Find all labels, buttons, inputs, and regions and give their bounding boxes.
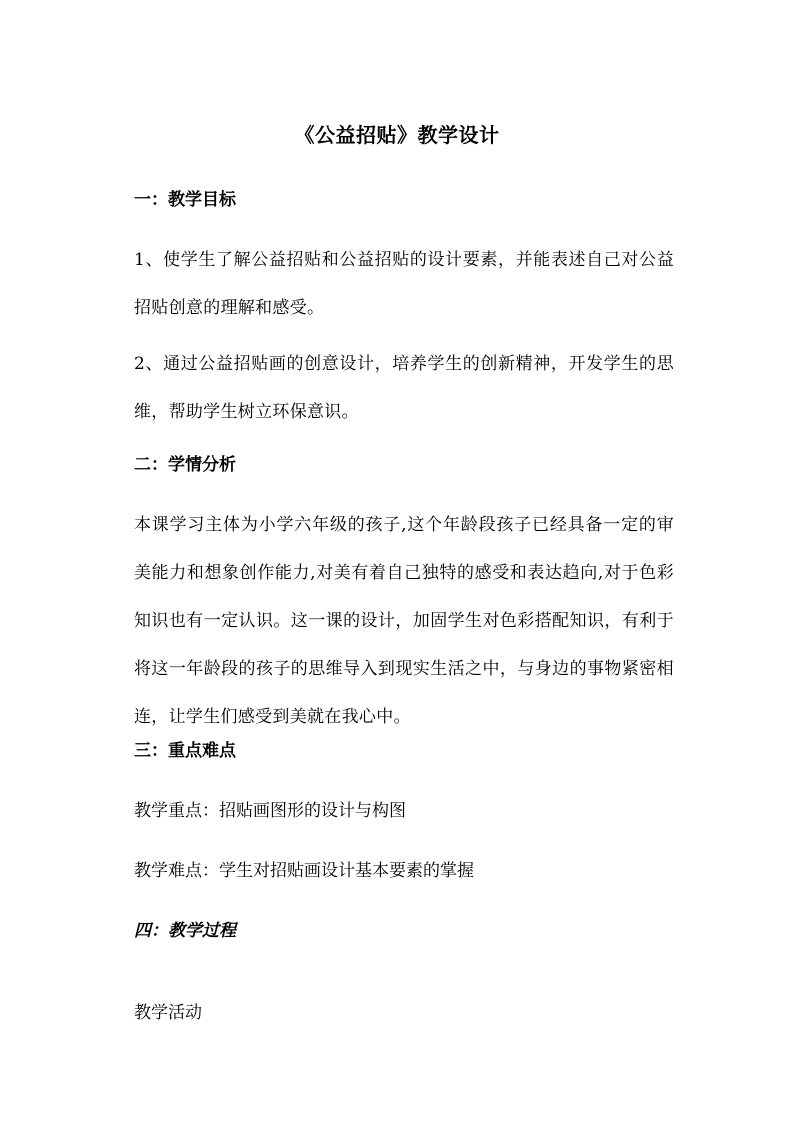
section-heading-analysis: 二：学情分析 xyxy=(134,455,236,475)
process-activity-line: 教学活动 xyxy=(134,1003,202,1023)
section-heading-process: 四：教学过程 xyxy=(134,921,236,941)
key-point-line: 教学重点：招贴画图形的设计与构图 xyxy=(134,801,406,821)
section-heading-objectives: 一：教学目标 xyxy=(134,190,236,210)
difficulty-line: 教学难点：学生对招贴画设计基本要素的掌握 xyxy=(134,861,474,881)
section-heading-key-points: 三：重点难点 xyxy=(134,741,236,761)
document-title: 《公益招贴》教学设计 xyxy=(294,123,500,147)
analysis-paragraph: 本课学习主体为小学六年级的孩子,这个年龄段孩子已经具备一定的审美能力和想象创作能力,对美有着自己独特的感受和表达趋向,对于色彩知识也有一定认识。这一课的设计，加固学生对色彩搭配知识，有利于将这一年龄段的孩子的思维导入到现实生活之中，与身边的事物紧密相连，让学生们感受到美就在我心中。 xyxy=(134,515,674,727)
objective-paragraph-1: 1、使学生了解公益招贴和公益招贴的设计要素，并能表述自己对公益招贴创意的理解和感受。 xyxy=(134,250,674,318)
objective-paragraph-2: 2、通过公益招贴画的创意设计，培养学生的创新精神，开发学生的思维，帮助学生树立环保意识。 xyxy=(134,354,674,422)
